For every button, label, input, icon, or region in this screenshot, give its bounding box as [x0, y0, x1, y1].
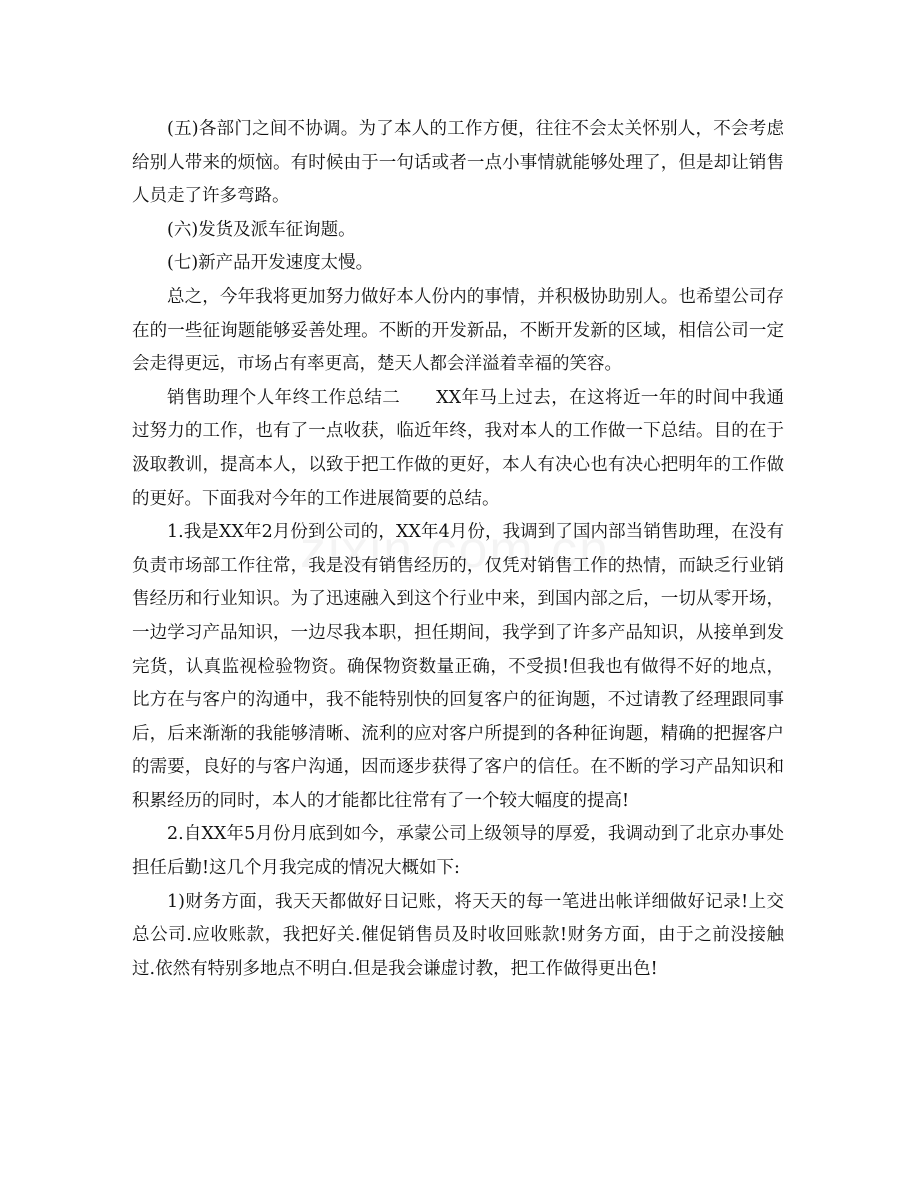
paragraph-7: 2.自XX年5月份月底到如今，承蒙公司上级领导的厚爱，我调动到了北京办事处担任后勤!这几个月我完成的情况大概如下:: [132, 824, 784, 879]
paragraph-5: 销售助理个人年终工作总结二 XX年马上过去，在这将近一年的时间中我通过努力的工作，也有了一点收获，临近年终，我对本人的工作做一下总结。目的在于汲取教训，提高本人，以致于把工作做的更好，本人有决心也有决心把明年的工作做的更好。下面我对今年的工作进展简要的总结。: [132, 387, 784, 509]
document-body: [132, 113, 784, 986]
paragraph-6: 1.我是XX年2月份到公司的，XX年4月份，我调到了国内部当销售助理，在没有负责市场部工作往常，我是没有销售经历的，仅凭对销售工作的热情，而缺乏行业销售经历和行业知识。为了迅速融入到这个行业中来，到国内部之后，一切从零开场，一边学习产品知识，一边尽我本职，担任期间，我学到了许多产品知识，从接单到发完货，认真监视检验物资。确保物资数量正确，不受损!但我也有做得不好的地点，比方在与客户的沟通中，我不能特别快的回复客户的征询题，不过请教了经理跟同事后，后来渐渐的我能够清晰、流利的应对客户所提到的各种征询题，精确的把握客户的需要，良好的与客户沟通，因而逐步获得了客户的信任。在不断的学习产品知识和积累经历的同时，本人的才能都比往常有了一个较大幅度的提高!: [132, 522, 784, 811]
paragraph-2: (六)发货及派车征询题。: [167, 219, 356, 240]
paragraph-8: 1)财务方面，我天天都做好日记账，将天天的每一笔进出帐详细做好记录!上交总公司.应收账款，我把好关.催促销售员及时收回账款!财务方面，由于之前没接触过.依然有特别多地点不明白.但是我会谦虚讨教，把工作做得更出色!: [132, 891, 784, 979]
paragraph-1: (五)各部门之间不协调。为了本人的工作方便，往往不会太关怀别人，不会考虑给别人带来的烦恼。有时候由于一句话或者一点小事情就能够处理了，但是却让销售人员走了许多弯路。: [132, 119, 784, 207]
paragraph-4: 总之，今年我将更加努力做好本人份内的事情，并积极协助别人。也希望公司存在的一些征询题能够妥善处理。不断的开发新品，不断开发新的区域，相信公司一定会走得更远，市场占有率更高，楚天人都会洋溢着幸福的笑容。: [132, 286, 784, 375]
paragraph-3: (七)新产品开发速度太慢。: [167, 253, 374, 274]
